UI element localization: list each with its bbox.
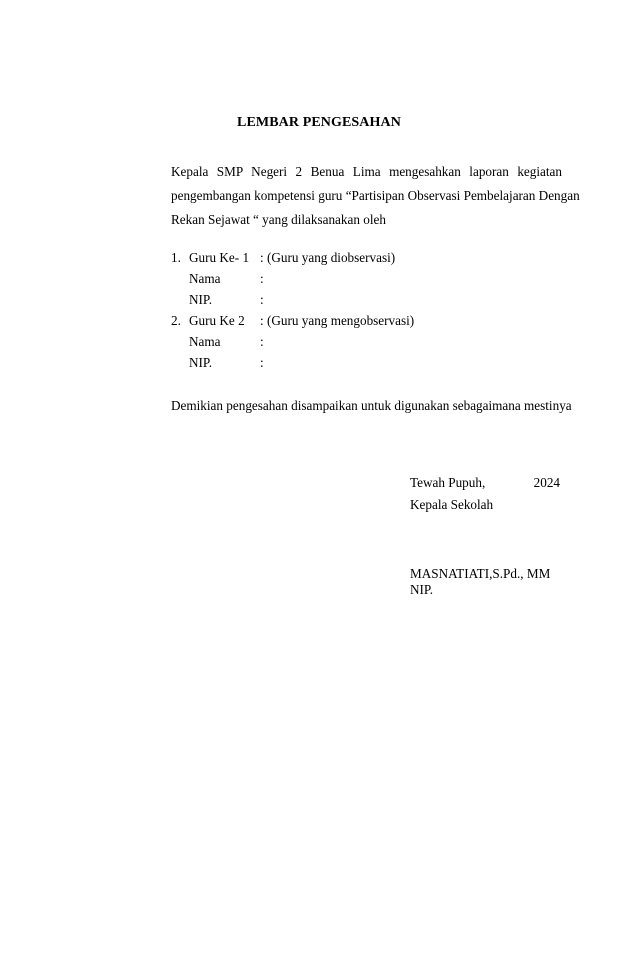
- list-label: NIP.: [189, 355, 213, 370]
- list-colon: :: [260, 250, 264, 265]
- signature-place: Tewah Pupuh,: [410, 475, 486, 490]
- signature-position: Kepala Sekolah: [410, 497, 494, 512]
- document-title: LEMBAR PENGESAHAN: [237, 115, 401, 130]
- list-number: 1.: [171, 250, 181, 265]
- list-value: [260, 310, 414, 331]
- list-value: [260, 289, 264, 310]
- signature-block: [410, 472, 560, 516]
- list-value-text: (Guru yang diobservasi): [263, 250, 396, 265]
- list-colon: :: [260, 334, 264, 349]
- list-number: 2.: [171, 313, 181, 328]
- list-colon: :: [260, 355, 264, 370]
- list-value-text: (Guru yang mengobservasi): [266, 313, 415, 328]
- list-label: Nama: [189, 271, 221, 286]
- list-colon: :: [260, 313, 264, 328]
- list-label: Nama: [189, 334, 221, 349]
- signature-place-date: [410, 472, 560, 494]
- list-colon: :: [260, 292, 264, 307]
- list-label: NIP.: [189, 292, 213, 307]
- list-label: Guru Ke 2: [189, 313, 245, 328]
- list-value: [260, 268, 264, 289]
- intro-line: Rekan Sejawat “ yang dilaksanakan oleh: [171, 212, 386, 227]
- list-value: [260, 352, 264, 373]
- signature-name: MASNATIATI,S.Pd., MM: [410, 566, 551, 581]
- intro-line: pengembangan kompetensi guru “Partisipan Observasi Pembelajaran Dengan: [171, 188, 580, 203]
- closing-sentence: Demikian pengesahan disampaikan untuk digunakan sebagaimana mestinya: [171, 398, 572, 413]
- intro-line: Kepala SMP Negeri 2 Benua Lima mengesahkan laporan kegiatan: [171, 164, 562, 179]
- signature-year: 2024: [533, 475, 560, 490]
- signature-name-block: [410, 566, 550, 598]
- list-label: Guru Ke- 1: [189, 250, 250, 265]
- list-value: [260, 331, 264, 352]
- signature-nip: NIP.: [410, 582, 434, 597]
- list-colon: :: [260, 271, 264, 286]
- list-value: [260, 247, 395, 268]
- intro-paragraph: [171, 160, 580, 232]
